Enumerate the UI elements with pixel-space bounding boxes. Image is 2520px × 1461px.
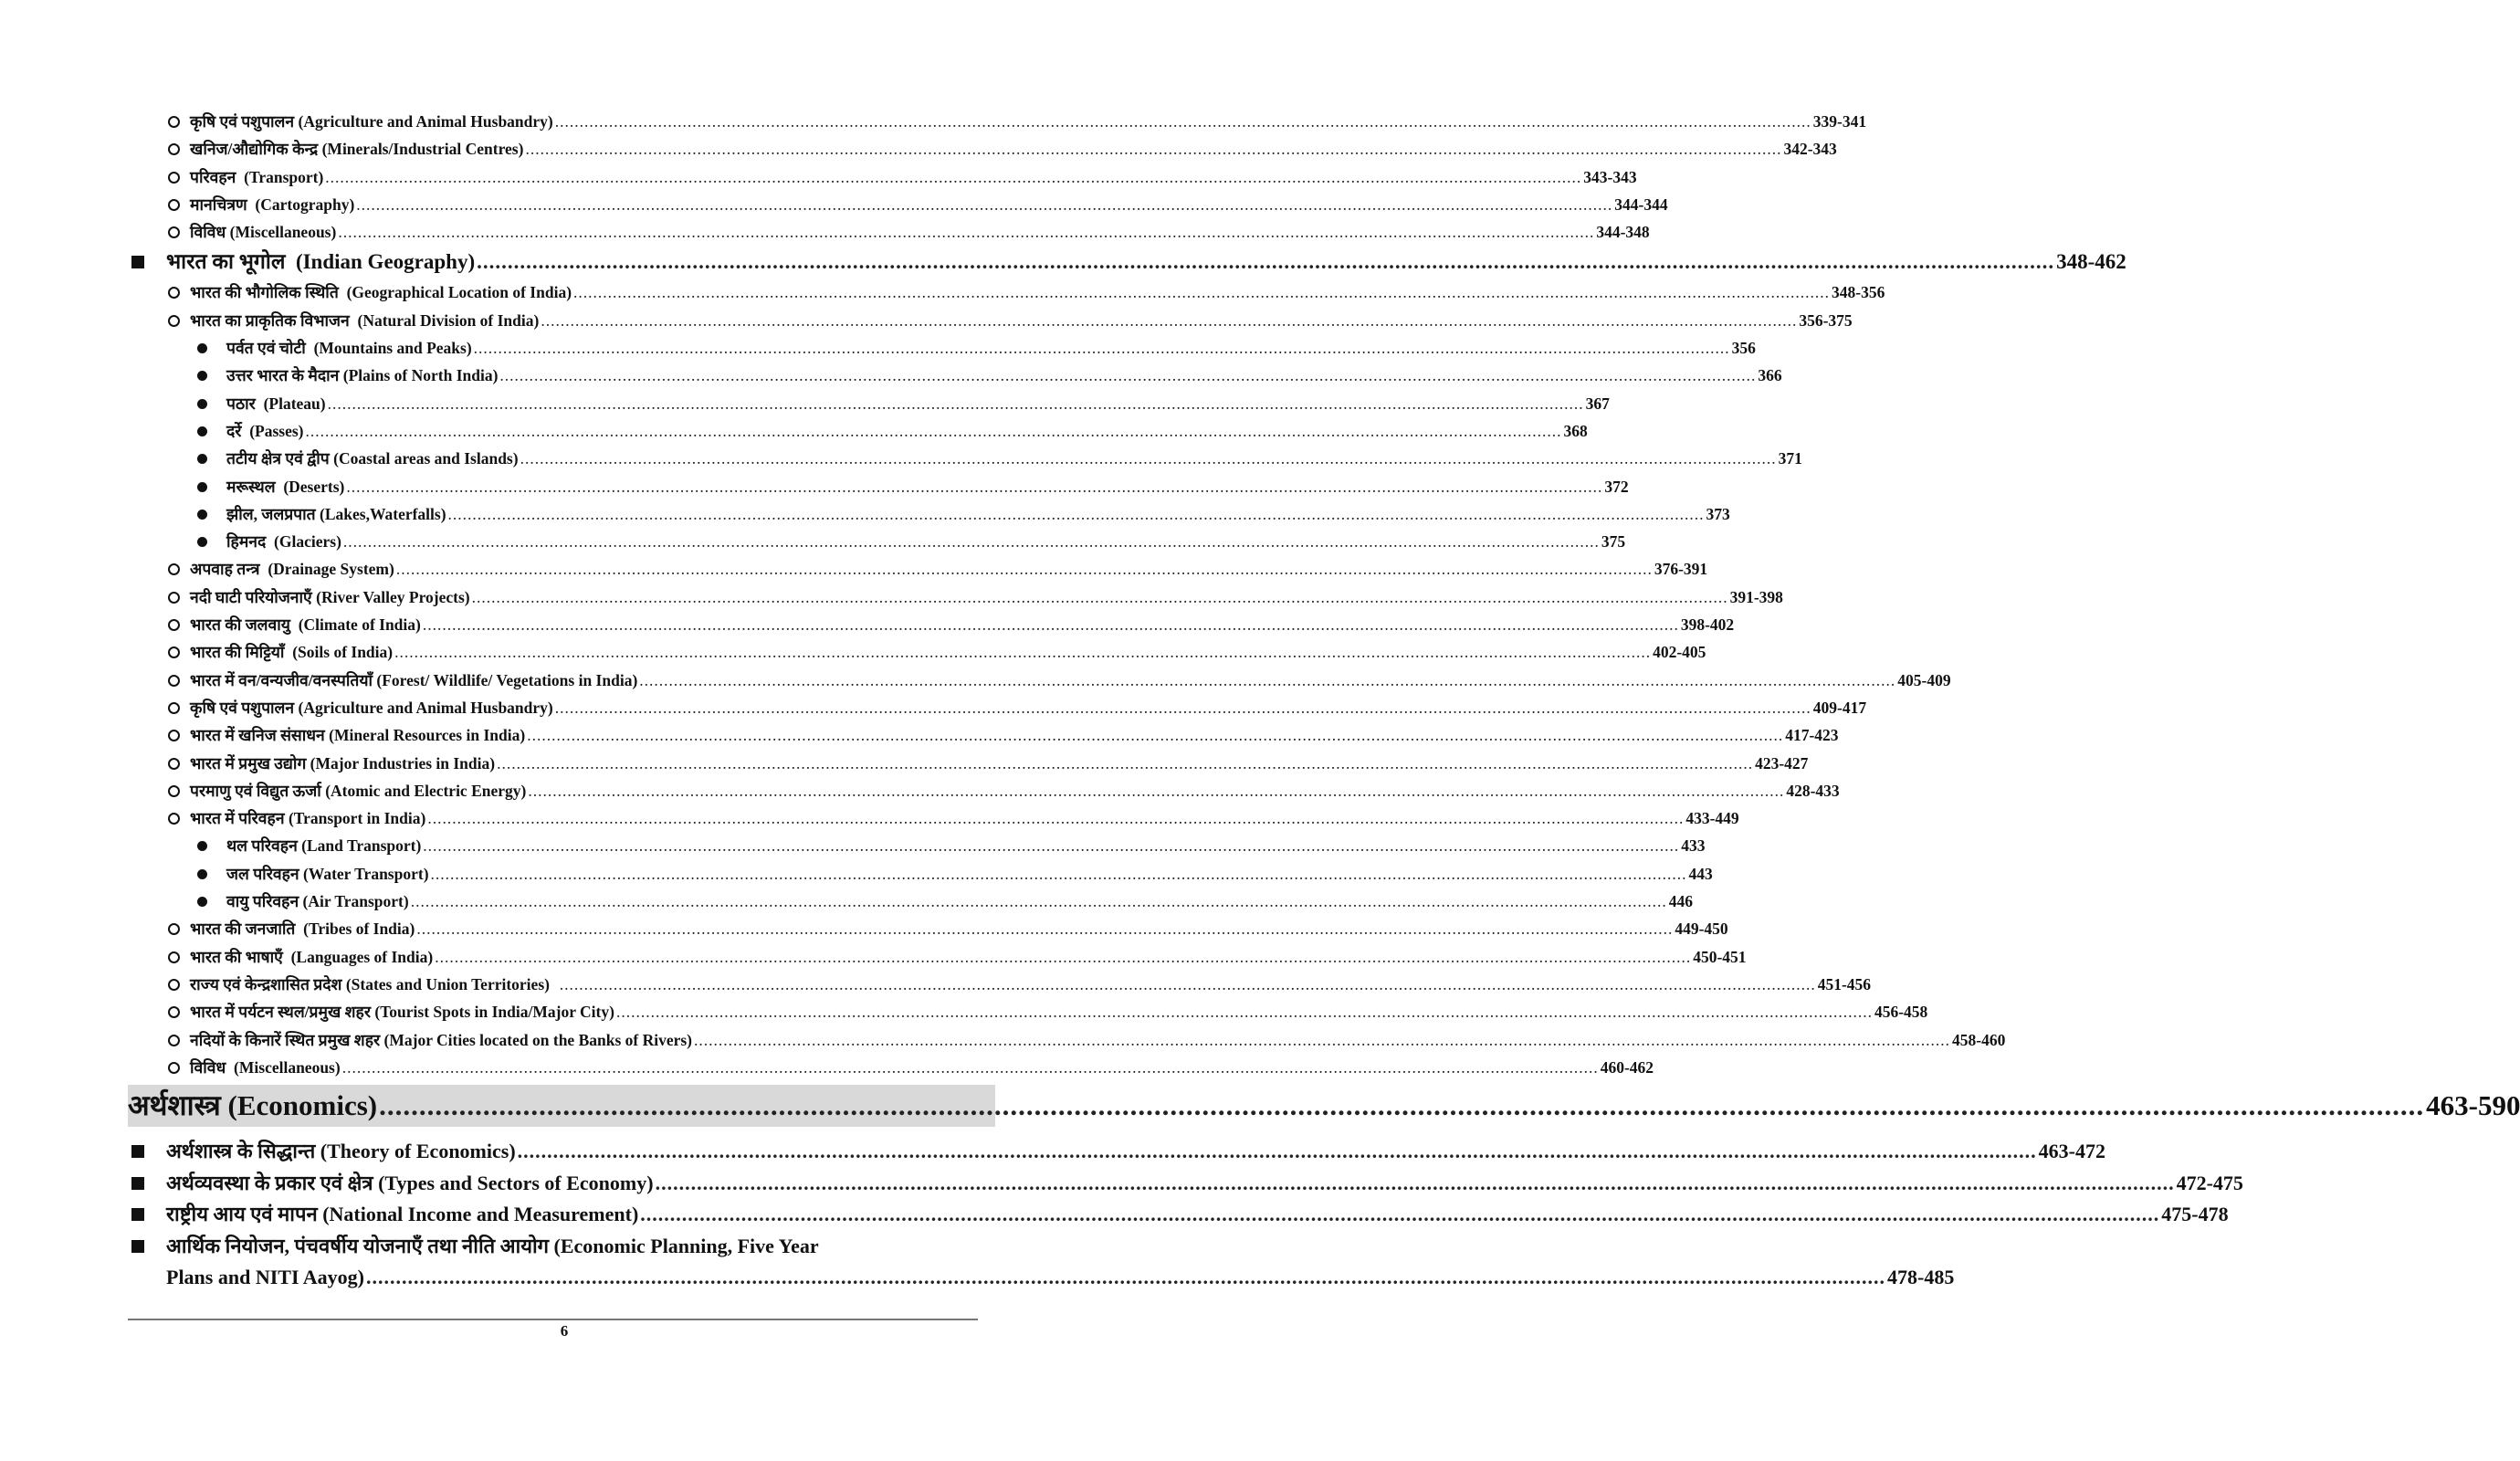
entry-title: नदी घाटी परियोजनाएँ (River Valley Projects) <box>190 587 470 606</box>
entry-pages: 339-341 <box>1812 112 1867 131</box>
dot-leader <box>325 163 1581 191</box>
entry-title: परमाणु एवं विद्युत ऊर्जा (Atomic and Electric Energy) <box>190 781 527 800</box>
section-pages: 463-590 <box>2426 1089 2520 1122</box>
dot-leader <box>541 307 1797 334</box>
filled-dot-bullet-icon <box>197 500 226 528</box>
chapter-title: भारत का भूगोल (Indian Geography) <box>166 250 476 274</box>
hollow-circle-bullet-icon <box>168 108 190 135</box>
dot-leader <box>472 583 1728 611</box>
dot-leader <box>346 473 1602 500</box>
dot-leader <box>477 246 2054 279</box>
dot-leader <box>342 1054 1599 1081</box>
chapter-title: अर्थशास्त्र के सिद्धान्त (Theory of Economics) <box>166 1140 516 1163</box>
chapter-pages: 463-472 <box>2038 1140 2105 1163</box>
dot-leader <box>394 638 1651 666</box>
toc-entry-minerals-industrial[interactable] <box>128 135 1837 163</box>
hollow-circle-bullet-icon <box>168 191 190 218</box>
dot-leader <box>448 500 1705 528</box>
toc-subentry-lakes[interactable] <box>128 500 1730 528</box>
toc-subentry-water-transport[interactable] <box>128 860 1713 888</box>
toc-entry-agriculture-india[interactable] <box>128 694 1867 721</box>
toc-entry-transport-india[interactable] <box>128 804 1739 832</box>
entry-pages: 342-343 <box>1783 140 1837 159</box>
entry-title: भारत में खनिज संसाधन (Mineral Resources in India) <box>190 726 526 745</box>
toc-entry-transport-world[interactable] <box>128 163 1637 191</box>
entry-pages: 368 <box>1563 421 1588 440</box>
entry-title: अपवाह तन्त्र (Drainage System) <box>190 560 394 579</box>
dot-leader <box>423 611 1679 638</box>
entry-title: झील, जलप्रपात (Lakes,Waterfalls) <box>226 504 446 523</box>
chapter-pages: 475-478 <box>2161 1203 2229 1226</box>
hollow-circle-bullet-icon <box>168 163 190 191</box>
hollow-circle-bullet-icon <box>168 998 190 1025</box>
hollow-circle-bullet-icon <box>168 667 190 694</box>
entry-title: भारत की जनजाति (Tribes of India) <box>190 920 415 939</box>
entry-pages: 456-458 <box>1874 1003 1928 1022</box>
dot-leader <box>396 555 1653 583</box>
entry-title: विविध (Miscellaneous) <box>190 223 337 242</box>
chapter-pages: 472-475 <box>2176 1171 2243 1194</box>
toc-chapter-types-sectors[interactable] <box>128 1168 2243 1200</box>
hollow-circle-bullet-icon <box>168 218 190 246</box>
entry-pages: 371 <box>1778 449 1802 468</box>
entry-title: दर्रे (Passes) <box>226 421 304 440</box>
entry-title: थल परिवहन (Land Transport) <box>226 836 422 856</box>
filled-dot-bullet-icon <box>197 417 226 445</box>
hollow-circle-bullet-icon <box>168 1026 190 1054</box>
chapter-title: आर्थिक नियोजन, पंचवर्षीय योजनाएँ तथा नीति आयोग (Economic Planning, Five Year <box>166 1234 819 1257</box>
dot-leader <box>639 667 1895 694</box>
toc-subentry-plateau[interactable] <box>128 390 1610 417</box>
entry-title: भारत में परिवहन (Transport in India) <box>190 809 426 828</box>
entry-title: भारत में वन/वन्यजीव/वनस्पतियाँ (Forest/ Wildlife/ Vegetations in India) <box>190 670 638 689</box>
chapter-title: अर्थव्यवस्था के प्रकार एवं क्षेत्र (Types and Sectors of Economy) <box>166 1171 654 1194</box>
entry-title: परिवहन (Transport) <box>190 167 324 186</box>
dot-leader <box>518 1136 2037 1168</box>
filled-dot-bullet-icon <box>197 860 226 888</box>
toc-entry-climate[interactable] <box>128 611 1735 638</box>
hollow-circle-bullet-icon <box>168 777 190 804</box>
toc-entry-river-valley[interactable] <box>128 583 1783 611</box>
entry-title: भारत की जलवायु (Climate of India) <box>190 615 421 635</box>
entry-pages: 356-375 <box>1799 310 1853 330</box>
toc-chapter-national-income[interactable] <box>128 1199 2229 1231</box>
entry-title: राज्य एवं केन्द्रशासित प्रदेश (States and Union Territories) <box>190 974 550 993</box>
toc-entry-cartography[interactable] <box>128 191 1668 218</box>
toc-entry-miscellaneous-india[interactable] <box>128 1054 1654 1081</box>
hollow-circle-bullet-icon <box>168 915 190 942</box>
dot-leader <box>435 943 1691 971</box>
toc-subentry-plains[interactable] <box>128 362 1782 389</box>
dot-leader <box>694 1026 1950 1054</box>
filled-dot-bullet-icon <box>197 888 226 915</box>
toc-entry-river-cities[interactable] <box>128 1026 2006 1054</box>
toc-chapter-theory-economics[interactable] <box>128 1136 2105 1168</box>
table-of-contents <box>128 108 2520 1294</box>
dot-leader <box>416 915 1673 942</box>
entry-title: उत्तर भारत के मैदान (Plains of North India) <box>226 366 499 385</box>
entry-pages: 356 <box>1731 339 1756 358</box>
entry-title: खनिज/औद्योगिक केन्द्र (Minerals/Industrial Centres) <box>190 140 524 159</box>
entry-title: भारत की भाषाएँ (Languages of India) <box>190 947 434 966</box>
entry-pages: 423-427 <box>1755 753 1809 773</box>
hollow-circle-bullet-icon <box>168 804 190 832</box>
toc-entry-tribes[interactable] <box>128 915 1728 942</box>
toc-entry-languages[interactable] <box>128 943 1747 971</box>
hollow-circle-bullet-icon <box>168 555 190 583</box>
entry-pages: 344-348 <box>1596 223 1650 242</box>
hollow-circle-bullet-icon <box>168 694 190 721</box>
hollow-circle-bullet-icon <box>168 611 190 638</box>
square-bullet-icon <box>131 246 166 279</box>
dot-leader <box>640 1199 2159 1231</box>
dot-leader <box>528 777 1784 804</box>
entry-title: मानचित्रण (Cartography) <box>190 194 355 214</box>
entry-pages: 451-456 <box>1817 974 1872 993</box>
entry-title: कृषि एवं पशुपालन (Agriculture and Animal Husbandry) <box>190 698 553 717</box>
toc-entry-mineral-resources[interactable] <box>128 721 1839 749</box>
hollow-circle-bullet-icon <box>168 638 190 666</box>
dot-leader <box>555 694 1811 721</box>
toc-subentry-passes[interactable] <box>128 417 1588 445</box>
filled-dot-bullet-icon <box>197 445 226 472</box>
toc-chapter-economic-planning-cont[interactable] <box>128 1262 1955 1294</box>
entry-pages: 348-356 <box>1832 283 1885 302</box>
entry-title: भारत की भौगोलिक स्थिति (Geographical Location of India) <box>190 283 572 302</box>
entry-title: भारत में पर्यटन स्थल/प्रमुख शहर (Tourist Spots in India/Major City) <box>190 1003 614 1022</box>
entry-pages: 391-398 <box>1729 587 1783 606</box>
entry-title: तटीय क्षेत्र एवं द्वीप (Coastal areas and Islands) <box>226 449 519 468</box>
filled-dot-bullet-icon <box>197 473 226 500</box>
filled-dot-bullet-icon <box>197 362 226 389</box>
entry-pages: 343-343 <box>1583 167 1637 186</box>
dot-leader <box>431 860 1687 888</box>
entry-pages: 417-423 <box>1785 726 1839 745</box>
footer-divider <box>128 1319 978 1320</box>
dot-leader <box>411 888 1667 915</box>
toc-entry-soils[interactable] <box>128 638 1706 666</box>
chapter-title: राष्ट्रीय आय एवं मापन (National Income and Measurement) <box>166 1203 639 1226</box>
entry-pages: 446 <box>1668 892 1693 911</box>
toc-entry-atomic-energy[interactable] <box>128 777 1840 804</box>
toc-section-economics[interactable] <box>128 1085 2520 1127</box>
toc-entry-tourist-spots[interactable] <box>128 998 1928 1025</box>
entry-pages: 460-462 <box>1600 1057 1654 1077</box>
entry-pages: 458-460 <box>1952 1030 2006 1049</box>
entry-pages: 367 <box>1585 394 1610 413</box>
entry-pages: 443 <box>1688 864 1713 883</box>
dot-leader <box>616 998 1873 1025</box>
entry-title: हिमनद (Glaciers) <box>226 532 341 552</box>
hollow-circle-bullet-icon <box>168 943 190 971</box>
hollow-circle-bullet-icon <box>168 750 190 777</box>
entry-pages: 428-433 <box>1786 781 1840 800</box>
square-bullet-icon <box>131 1136 166 1168</box>
entry-title: भारत में प्रमुख उद्योग (Major Industries in India) <box>190 753 496 773</box>
hollow-circle-bullet-icon <box>168 135 190 163</box>
entry-pages: 409-417 <box>1812 698 1867 717</box>
dot-leader <box>474 334 1730 362</box>
dot-leader <box>499 362 1756 389</box>
toc-subentry-land-transport[interactable] <box>128 832 1706 859</box>
page-number: 6 <box>560 1322 569 1340</box>
dot-leader <box>573 279 1830 306</box>
filled-dot-bullet-icon <box>197 334 226 362</box>
entry-pages: 402-405 <box>1653 643 1706 662</box>
dot-leader <box>338 218 1594 246</box>
entry-title: नदियों के किनारें स्थित प्रमुख शहर (Major Cities located on the Banks of Rivers) <box>190 1030 693 1049</box>
dot-leader <box>427 804 1684 832</box>
dot-leader <box>328 390 1584 417</box>
toc-subentry-glaciers[interactable] <box>128 528 1626 555</box>
dot-leader <box>560 971 1816 998</box>
dot-leader <box>525 135 1781 163</box>
hollow-circle-bullet-icon <box>168 307 190 334</box>
chapter-pages: 348-462 <box>2056 250 2126 274</box>
dot-leader <box>379 1085 2424 1127</box>
toc-entry-major-industries[interactable] <box>128 750 1809 777</box>
filled-dot-bullet-icon <box>197 832 226 859</box>
entry-title: भारत का प्राकृतिक विभाजन (Natural Division of India) <box>190 310 540 330</box>
chapter-title-continued: Plans and NITI Aayog) <box>166 1266 365 1289</box>
hollow-circle-bullet-icon <box>168 721 190 749</box>
toc-subentry-deserts[interactable] <box>128 473 1629 500</box>
toc-chapter-economic-planning[interactable] <box>128 1231 995 1263</box>
dot-leader <box>497 750 1753 777</box>
toc-entry-geographical-location[interactable] <box>128 279 1885 306</box>
square-bullet-icon <box>131 1168 166 1200</box>
section-title: अर्थशास्त्र (Economics) <box>128 1089 378 1122</box>
entry-pages: 449-450 <box>1675 920 1728 939</box>
toc-entry-natural-division[interactable] <box>128 307 1853 334</box>
filled-dot-bullet-icon <box>197 528 226 555</box>
dot-leader <box>356 191 1612 218</box>
toc-subentry-coastal[interactable] <box>128 445 1802 472</box>
dot-leader <box>306 417 1562 445</box>
entry-title: भारत की मिट्टियाँ (Soils of India) <box>190 643 394 662</box>
entry-title: विविध (Miscellaneous) <box>190 1057 341 1077</box>
entry-pages: 398-402 <box>1680 615 1735 635</box>
toc-entry-drainage[interactable] <box>128 555 1708 583</box>
toc-entry-agriculture-world[interactable] <box>128 108 1867 135</box>
dot-leader <box>343 528 1600 555</box>
toc-chapter-indian-geography[interactable] <box>128 246 2126 279</box>
entry-pages: 366 <box>1758 366 1782 385</box>
square-bullet-icon <box>131 1199 166 1231</box>
chapter-pages: 478-485 <box>1887 1266 1955 1289</box>
entry-pages: 375 <box>1601 532 1626 552</box>
entry-title: मरूस्थल (Deserts) <box>226 477 345 496</box>
toc-entry-states-uts[interactable] <box>128 971 1872 998</box>
entry-title: कृषि एवं पशुपालन (Agriculture and Animal Husbandry) <box>190 112 553 131</box>
entry-pages: 450-451 <box>1693 947 1747 966</box>
toc-subentry-mountains[interactable] <box>128 334 1756 362</box>
entry-pages: 376-391 <box>1654 560 1708 579</box>
toc-entry-forest-wildlife[interactable] <box>128 667 1951 694</box>
entry-title: जल परिवहन (Water Transport) <box>226 864 429 883</box>
hollow-circle-bullet-icon <box>168 971 190 998</box>
dot-leader <box>423 832 1679 859</box>
entry-pages: 373 <box>1706 504 1730 523</box>
entry-pages: 372 <box>1604 477 1629 496</box>
entry-title: पठार (Plateau) <box>226 394 326 413</box>
entry-pages: 344-344 <box>1614 194 1668 214</box>
dot-leader <box>656 1168 2175 1200</box>
square-bullet-icon <box>131 1231 166 1263</box>
hollow-circle-bullet-icon <box>168 279 190 306</box>
entry-pages: 433-449 <box>1685 809 1739 828</box>
toc-subentry-air-transport[interactable] <box>128 888 1693 915</box>
entry-pages: 405-409 <box>1897 670 1951 689</box>
dot-leader <box>555 108 1811 135</box>
dot-leader <box>527 721 1783 749</box>
filled-dot-bullet-icon <box>197 390 226 417</box>
dot-leader <box>366 1262 1885 1294</box>
dot-leader <box>520 445 1777 472</box>
toc-entry-miscellaneous-world[interactable] <box>128 218 1650 246</box>
entry-pages: 433 <box>1681 836 1706 856</box>
hollow-circle-bullet-icon <box>168 583 190 611</box>
hollow-circle-bullet-icon <box>168 1054 190 1081</box>
entry-title: पर्वत एवं चोटी (Mountains and Peaks) <box>226 339 472 358</box>
entry-title: वायु परिवहन (Air Transport) <box>226 892 409 911</box>
